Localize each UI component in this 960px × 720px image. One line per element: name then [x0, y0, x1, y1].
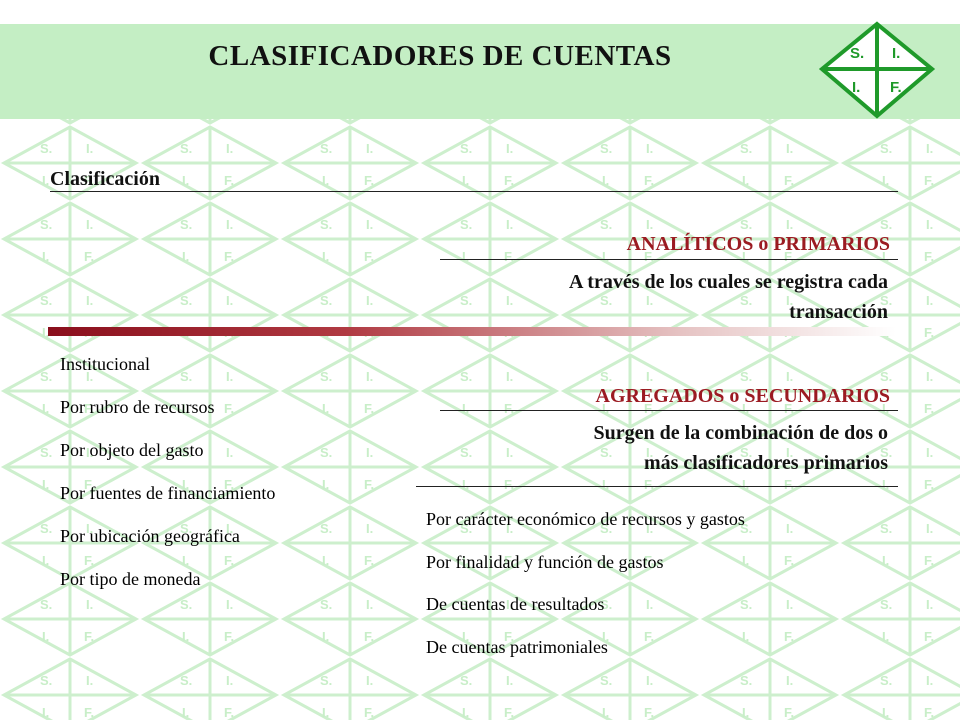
- analiticos-description: [428, 267, 888, 327]
- logo-letter-s: S.: [850, 45, 865, 62]
- agregados-bottom-line: [416, 486, 898, 487]
- agregados-title: AGREGADOS o SECUNDARIOS: [595, 385, 890, 407]
- logo-letter-i-top: I.: [892, 45, 901, 62]
- agregados-list: [426, 505, 745, 675]
- list-item: Por objeto del gasto: [60, 440, 204, 460]
- analiticos-title: ANALÍTICOS o PRIMARIOS: [626, 233, 890, 255]
- analiticos-desc-line2: transacción: [789, 301, 888, 323]
- list-item: Por ubicación geográfica: [60, 526, 240, 546]
- agregados-desc-line2: más clasificadores primarios: [643, 452, 888, 474]
- list-item: Institucional: [60, 354, 150, 374]
- logo-letter-f: F.: [890, 79, 902, 96]
- list-item: Por carácter económico de recursos y gastos: [426, 509, 745, 529]
- list-item: Por fuentes de financiamiento: [60, 483, 276, 503]
- agregados-description: [428, 418, 888, 478]
- section-underline: [50, 191, 898, 192]
- list-item: Por tipo de moneda: [60, 569, 201, 589]
- divider-bar: [48, 327, 896, 336]
- analiticos-underline: [440, 259, 898, 260]
- page-title: CLASIFICADORES DE CUENTAS: [208, 40, 672, 72]
- list-item: Por rubro de recursos: [60, 397, 215, 417]
- agregados-underline: [440, 410, 898, 411]
- analiticos-desc-line1: A través de los cuales se registra cada: [568, 271, 888, 293]
- list-item: De cuentas patrimoniales: [426, 636, 608, 657]
- logo-letter-i-bottom: I.: [852, 79, 861, 96]
- sif-logo: [818, 20, 936, 120]
- analiticos-list: [60, 350, 275, 608]
- list-item: De cuentas de resultados: [426, 594, 605, 614]
- list-item: Por finalidad y función de gastos: [426, 551, 664, 572]
- section-label: Clasificación: [50, 168, 160, 190]
- agregados-desc-line1: Surgen de la combinación de dos o: [593, 422, 888, 444]
